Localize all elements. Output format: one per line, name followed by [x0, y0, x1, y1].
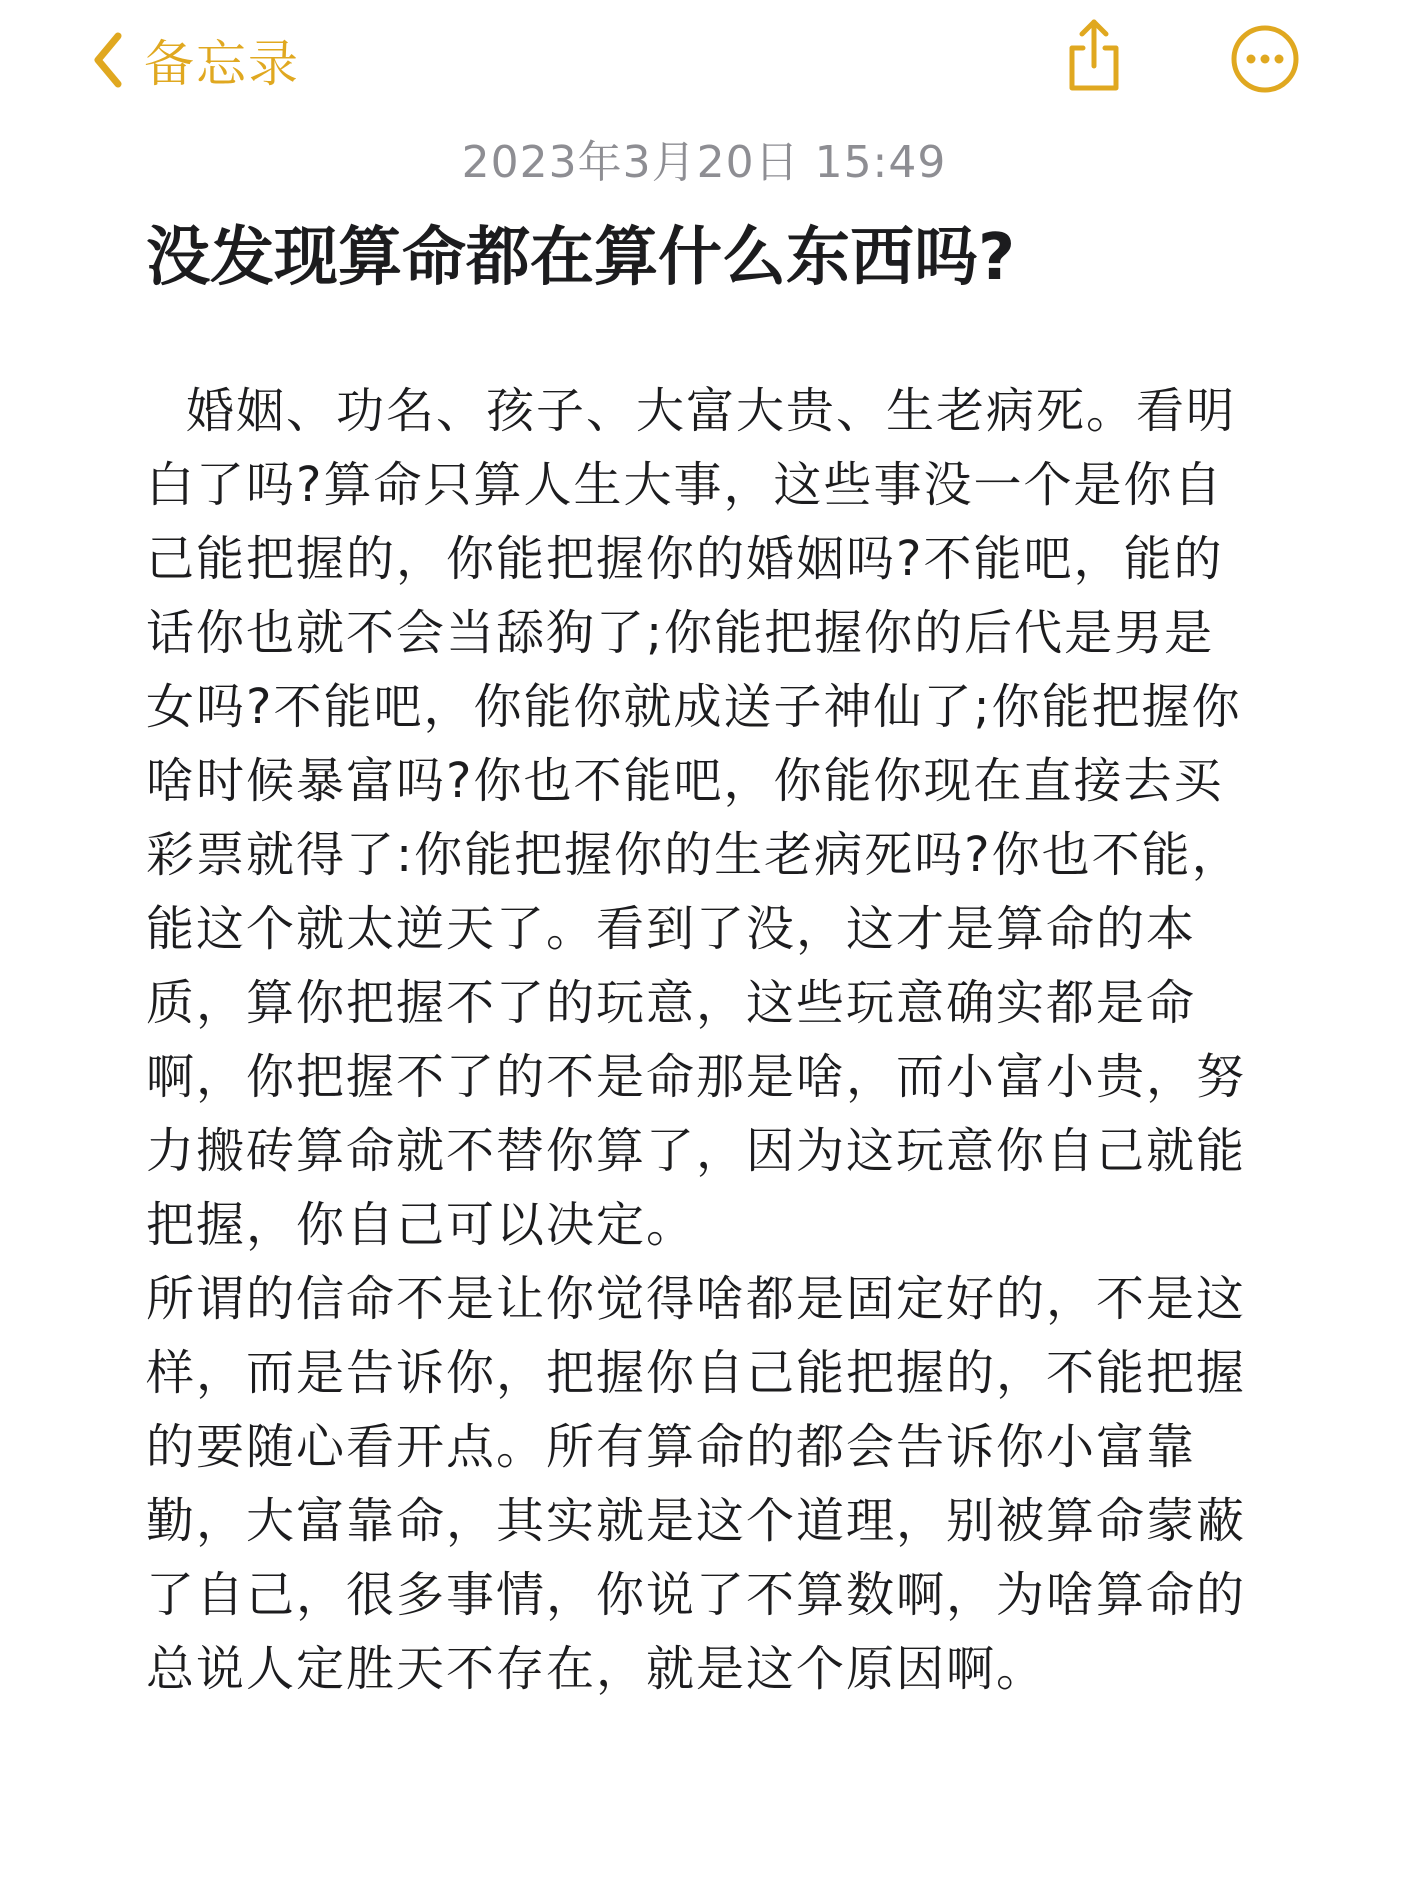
- note-body[interactable]: [146, 374, 1246, 1706]
- chevron-left-icon: [92, 32, 124, 88]
- back-label: 备忘录: [144, 35, 300, 93]
- note-title[interactable]: 没发现算命都在算什么东西吗?: [146, 221, 1016, 295]
- note-timestamp: 2023年3月20日 15:49: [461, 137, 947, 188]
- note-paragraph-1: 婚姻、功名、孩子、大富大贵、生老病死。看明白了吗?算命只算人生大事，这些事没一个是你自己能把握的，你能把握你的婚姻吗?不能吧，能的话你也就不会当舔狗了;你能把握你的后代是男是女吗?不能吧，你能你就成送子神仙了;你能把握你啥时候暴富吗?你也不能吧，你能你现在直接去买彩票就得了:你能把握你的生老病死吗?你也不能，能这个就太逆天了。看到了没，这才是算命的本质，算你把握不了的玩意，这些玩意确实都是命啊，你把握不了的不是命那是啥，而小富小贵，努力搬砖算命就不替你算了，因为这玩意你自己就能把握，你自己可以决定。: [146, 383, 1247, 1253]
- note-paragraph-2: 所谓的信命不是让你觉得啥都是固定好的，不是这样，而是告诉你，把握你自己能把握的，不能把握的要随心看开点。所有算命的都会告诉你小富靠勤，大富靠命，其实就是这个道理，别被算命蒙蔽了自己，很多事情，你说了不算数啊，为啥算命的总说人定胜天不存在，就是这个原因啊。: [146, 1271, 1247, 1697]
- more-button[interactable]: [1230, 24, 1300, 98]
- back-button[interactable]: [92, 22, 300, 98]
- share-button[interactable]: [1064, 18, 1124, 98]
- navigation-bar: [0, 0, 1408, 120]
- more-icon: [1230, 24, 1300, 94]
- share-icon: [1064, 18, 1124, 94]
